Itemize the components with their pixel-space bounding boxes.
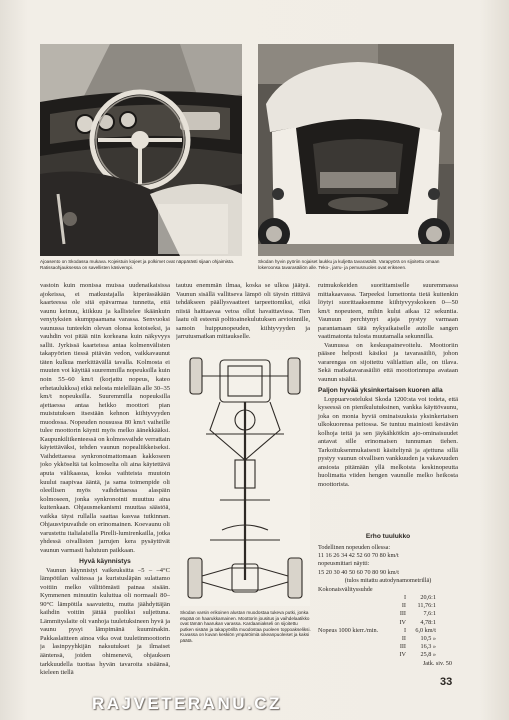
gear-value: 16,3 » [420,643,436,651]
gear-label [318,610,390,618]
continued-note: Jatk. siv. 50 [422,659,452,667]
gear-value: 20,6:1 [420,593,436,601]
section-heading-summary: Paljon hyvää yksinkertaisen kuoren alla [318,386,443,394]
gear-label [318,651,390,659]
dashboard-image [40,44,242,256]
gear-value: 11,76:1 [417,602,436,610]
gear-label [318,594,390,602]
gear-gear: II [401,635,406,642]
gear-label [318,643,390,651]
gear-label: Nopeus 1000 kierr./min. [318,626,379,634]
gear-gear: IV [399,651,406,659]
column-3-paragraph-3: Loppuarvosteluksi Skoda 1200:sta voi todeta, että kyseessä on pienikulutuksinen, vankka käyttövaunu, joka on monia hyviä ominaisuuksia yksinkertaisen ulkokuorensa peitossa. Se tuntuu mainiosti kestävän kolhoja teitä ja sen jäykähkötkin ajo-ominaisuudet antavat sille erinomaisen tunnuman tiehen. Tarkoituksenmukaisesti käsiteltynä ja ajettuna sillä pystyy vaunun oivallisen vankkuuden ja vakavuuden ansiosta pitämään yllä melkoista keskinopeutta huolimatta viiden hengen vaunulle melko heikosta moottorista. [318,395,458,489]
gear-list [318,594,458,660]
gear-gear: IV [399,618,406,626]
gear-gear: II [401,602,406,610]
photo-dashboard [40,44,242,256]
spec-speed-values-true: 11 16 26 34 42 52 60 70 80 km/t [318,551,399,559]
spec-speedometer-label: nopeusmittari näytti: [318,560,370,568]
page-number: 33 [440,676,453,688]
article-column-3 [318,282,458,490]
gear-label [318,635,390,643]
gear-gear: I [403,626,406,634]
watermark: RAJVETERANU.CZ [92,694,282,713]
gear-row [318,594,458,602]
spec-speed-label: Todellinen nopeuden ollessa: [318,543,391,551]
gear-value: 7,6:1 [423,610,436,618]
photo-trunk [258,44,454,256]
article-column-2 [176,282,310,352]
spec-speed-values-indicated: 15 20 30 40 50 60 70 80 90 km/t [318,568,399,576]
gear-row [318,627,458,635]
gear-label [318,602,390,610]
gear-gear: III [399,610,406,618]
gear-row [318,602,458,610]
caption-chassis: Skodan varsin erikoinen alustan muodostaa tukeva putki, jonka etupää on haarukkamainen. Moottorin jousitus ja vaihdelaatikko ovat tämän haarukan varassa. Kardaaniakseli on sijoitettu putken sisään ja takapyörillä muodostaa puoleen toppoakseliksi. Kuvassa on kuvan keskiön ympäröimiä oikeanpuoleiset ja kaksi päätä. [180,610,311,643]
gear-row [318,610,458,618]
caption-dashboard: Ajoasento on Skodassa mukava. Kojeistuin kojeet ja polkimet ovat näppärästi sijaan ohjaimista. Ratissaohjauksessa on savellisten käsivempi. [40,259,235,270]
gear-row [318,619,458,627]
trunk-image [258,44,454,256]
gear-gear: I [403,593,406,601]
column-2-paragraph: tautuu enemmän ilmaa, koska se ulkoa jäätyä. Vaunun sisällä vallitseva lämpö oli täysin riittävä tehdäkseen päällysvaatteet tarpeettomiksi, eikä niistä haittaavaa vetoa ollut havaittavissa. Tien laatu oli esteenä polttoainekulutuksen arvioinnille, samoin huippunopeuden, kiihtyvyyden ja jarrutusmatkan mittaukselle. [176,282,310,341]
chassis-diagram [180,350,310,606]
caption-trunk: Skodan hyvin pyöriin nojaiset laukku ja kuljetta tavarasäilö. Varapyörä on sijoitettu omaan lokeroonsa tavarasäiliön alle. Teko-, jarru- ja pemusnuoles ovat erikseen. [258,259,440,270]
column-1-paragraph-2: Vaunun käynnistyi vaikeuksitta –5 – –4°C lämpötilan valitessa ja kuristusläpän sulattamo voitiin melko välittömästi painaa sisään. Kymmenen minuutin kuluttua oli normaali 80–90°C lämpötila saavutettu, mutta jäähdyttäjän kaihdin voitiin jättää puoliksi suljettuna. Lämmityslaite oli vanhoja tuuletuksineen hyvä ja vaunu pysyi lämpimänä kuuminakin. Pakkaslaitteen ainoa vika ovat tuuletinmoottorin ja lasinpyyhkijän naksutukset ja ilmaiset ääntensä, joiden ohimenevä, ohjauksen tarkkuudella tuottaa hyvän tavaroita sisäänsä, kieleen tiellä [40,566,170,677]
gear-value: 10,5 » [420,635,436,642]
gear-value: 25,8 » [420,651,436,659]
column-3-paragraph-2: Vaunussa on keskuspainevoitelu. Moottoriin pääsee helposti käsiksi ja tavarasäiliö, johon vararengas on sijoitettu välilattian alle, on tilava. Sekä matkatavarasäiliö että moottorinnupa avataan vaunun sisältä. [318,341,458,384]
gear-gear: III [399,643,406,651]
gear-row [318,651,458,659]
article-column-1 [40,282,170,682]
spec-table [318,532,458,668]
spec-title: Erho tuulukko [365,533,411,540]
gear-value: 4,78:1 [420,618,436,626]
chassis-drawing [180,350,310,606]
spec-ratio-label: Kokonaisvälityssuhde [318,585,373,593]
gear-row [318,635,458,643]
gear-value: 6,0 km/t [415,626,436,634]
section-heading-starting: Hyvä käynnistys [79,557,131,565]
column-3-paragraph-1: rutmukokeiden suorittamiselle suuremmassa mittakaavassa. Tarpeeksi lumettonta tietä kuitenkin löytyi suorittaaksemme kiihtyvyyskokeen 0—50 km/t nopeuteen, mihin kului aikaa 12 sekuntia. Vaunuun perchtynyt ajaja pystyy varmaan parantamaan tätä nykyaikaiselle autolle sangen vaatimatonta tulosta muutamalla sekunnilla. [318,282,458,341]
column-1-paragraph: vastoin kuin monissa muissa uudenaikaisissa ajokeissa, ei matkustajalla kiperässäkään kaarteessa ole sitä epävarmaa tunnetta, että vaunu keinuu, kiikkuu ja kallistelee ikäänkuin venytyksien skumppaamana varassa. Senvuoksi vaunussa tunteekin olevan olonsa kotoiseksi, ja vauhdin voi pitää niin korkeana kuin näkyvyys sallii. Jyrkissä kaarteissa antaa kolmenvälisten takapyörien tiessä pitävän vedon, vaikkavaunut täten kulkua merkittävällä tavalla. Kolmosta ei muuten voi käyttää suuremmilla nopeuksilla kuin noin 55–60 km/t (korjattu nopeus, kateo erhetaulukkoa) eikä nelosta mielellään alle 30–35 km/t nopeuksilla. Suuremmilla nopeuksilla ajettaessa antaa heikko moottori pian muistutuksen itsestään kehnon kiihtyvyyden muodossa. Nopeuden nousussa 80 km/t vaiheille tulee moottorin käynti myös melko äänekkääksi. Kaupunkiliikenteessä on kolmosvaihde verrattain käytettäväksi, tehden vaunun nopealiikkeiseksi. Vaihdettaessa synkronoimattomaan kakkoseen joko ykköseltä tai kolmoselta oli aina käytettävä aputa välikaasua, koska vaihteista muutoin kuului raapivaa ääntä, ja sama toimenpide oli oleellisen myös vaihdettaessa alaspäin kolmoseen, jonka synkronointi muuttuu aina kuitenkaan. Ohjausmekanismi muuttaa säästöä, vaikka täysi rullalla saattaa kasvaa tutkinnan. Ohjausvipuvaihde on erinomainen. Koevaunu oli varustettu italialaisilla Pirelli-lumirenkailla, jotka yhdessä oivallisten jarrujen kera pysäyttivät vaunun varmasti halutuun paikkaan. [40,282,170,554]
spec-speed-note: (tulos mitattu autodynamometrillä) [344,577,432,585]
gear-label [318,619,390,627]
gear-row [318,643,458,651]
